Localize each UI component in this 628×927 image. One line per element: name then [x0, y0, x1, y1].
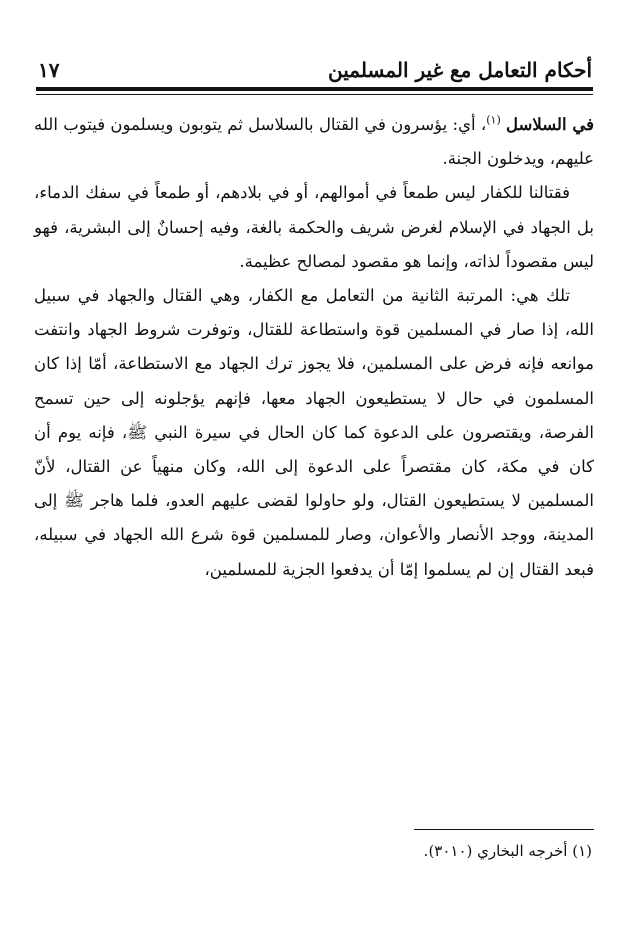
paragraph-2: فقتالنا للكفار ليس طمعاً في أموالهم، أو في بلادهم، أو طمعاً في سفك الدماء، بل الجهاد في الإسلام لغرض شريف والحكمة بالغة، وفيه إحسانٌ إلى البشرية، فهو ليس مقصوداً لذاته، وإنما هو مقصود لمصالح عظيمة. [34, 183, 594, 271]
page-header [36, 52, 592, 86]
page-body [34, 108, 594, 587]
paragraph-1-text: ، أي: يؤسرون في القتال بالسلاسل ثم يتوبون ويسلمون فيتوب الله عليهم، ويدخلون الجنة. [34, 115, 594, 169]
paragraph-3: تلك هي: المرتبة الثانية من التعامل مع الكفار، وهي القتال والجهاد في سبيل الله، إذا صار في المسلمين قوة واستطاعة للقتال، وتوفرت شروط الجهاد وانتفت موانعه فإنه فرض على المسلمين، فلا يجوز ترك الجهاد مع الاستطاعة، أمّا إذا كان المسلمون في حال لا يستطيعون الجهاد معها، فإنهم يؤجلونه إلى حين تسمح الفرصة، ويقتصرون على الدعوة كما كان الحال في سيرة النبي ﷺ، فإنه يوم أن كان في مكة، كان مقتصراً على الدعوة إلى الله، وكان منهياً عن القتال، لأنّ المسلمين لا يستطيعون القتال، ولو حاولوا لقضى عليهم العدو، فلما هاجر ﷺ إلى المدينة، ووجد الأنصار والأعوان، وصار للمسلمين قوة شرع الله الجهاد في سبيله، فبعد القتال إن لم يسلموا إمّا أن يدفعوا الجزية للمسلمين، [34, 286, 594, 579]
footnote-reference[interactable]: (١) [486, 113, 501, 127]
header-rule-thick [36, 87, 593, 91]
running-title: أحكام التعامل مع غير المسلمين [328, 58, 592, 82]
page-number: ١٧ [38, 58, 60, 82]
header-rule-thin [36, 94, 593, 95]
quoted-phrase: في السلاسل [506, 115, 594, 134]
footnote: (١) أخرجه البخاري (٣٠١٠). [423, 842, 592, 860]
paragraph-1 [34, 108, 594, 176]
footnote-separator [414, 829, 594, 830]
